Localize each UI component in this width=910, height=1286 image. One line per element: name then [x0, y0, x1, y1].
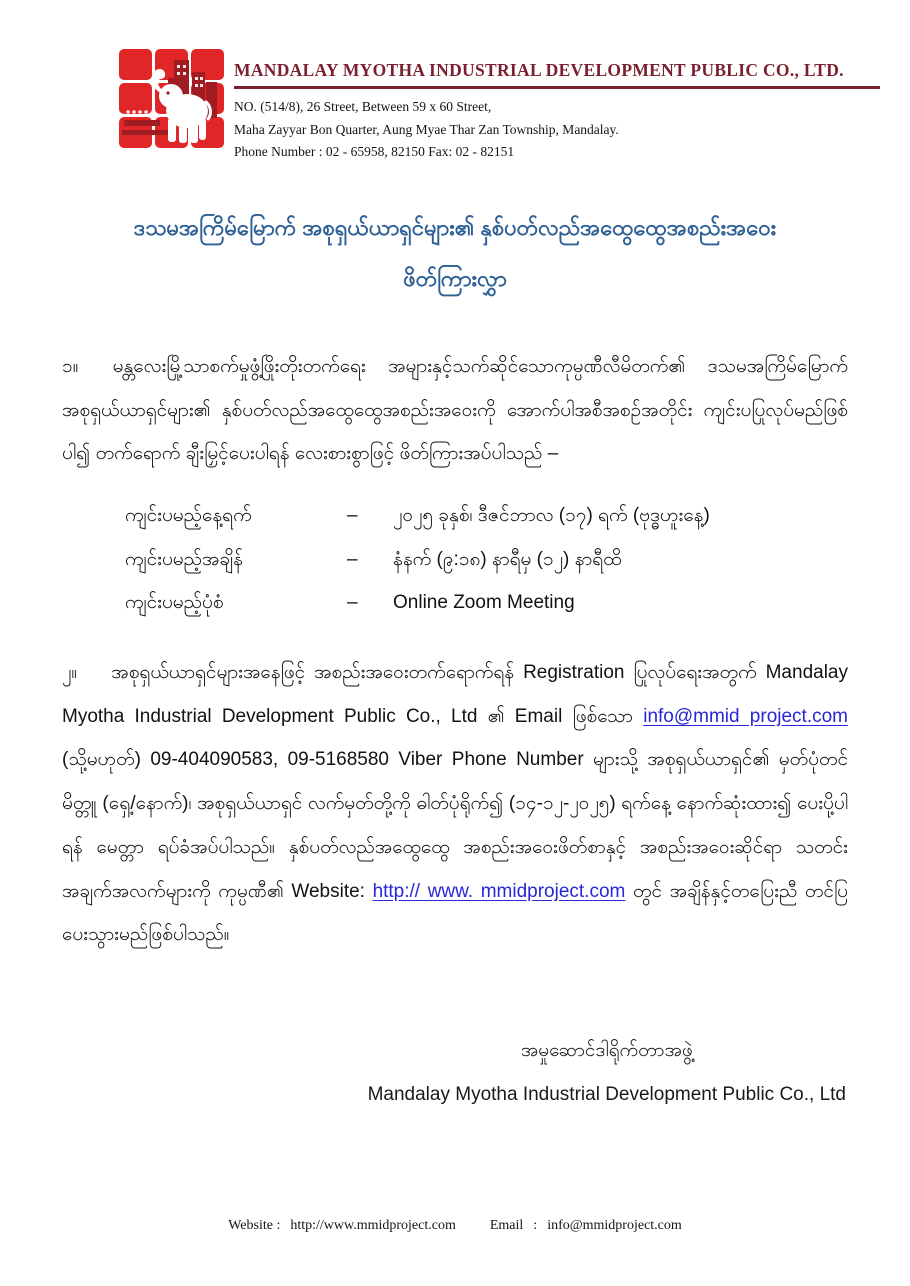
meeting-schedule — [125, 494, 848, 625]
address-line-3: Phone Number : 02 - 65958, 82150 Fax: 02 - 82151 — [234, 144, 515, 160]
footer-email-url: info@mmidproject.com — [547, 1218, 682, 1233]
paragraph-2-number: ၂။ — [62, 662, 78, 684]
footer-website-url: http://www.mmidproject.com — [290, 1218, 456, 1233]
letterhead — [0, 0, 910, 164]
email-link[interactable]: info@mmid project.com — [643, 705, 848, 727]
paragraph-1-text: မန္တလေးမြို့သာစက်မှုဖွံ့ဖြိုးတိုးတက်ရေး အများနှင့်သက်ဆိုင်သောကုမ္ပဏီလီမိတက်၏ ဒသမအကြိမ်မြောက် အစုရှယ်ယာရှင်များ၏ နှစ်ပတ်လည်အထွေထွေအစည်းအဝေးကို အောက်ပါအစီအစဉ်အတိုင်း ကျင်းပပြုလုပ်မည်ဖြစ်ပါ၍ တက်ရောက် ချီးမြှင့်ပေးပါရန် လေးစားစွာဖြင့် ဖိတ်ကြားအပ်ပါသည် – — [62, 355, 848, 465]
document-title — [0, 202, 910, 305]
schedule-format-value: Online Zoom Meeting — [393, 592, 575, 614]
signature-block — [0, 1029, 910, 1116]
paragraph-2-text-2: (သို့မဟုတ်) 09-404090583, 09-5168580 Viber Phone Number များသို့ အစုရှယ်ယာရှင်၏ မှတ်ပုံတင်မိတ္တူ (ရှေ့/နောက်)၊ အစုရှယ်ယာရှင် လက်မှတ်တို့ကို ဓါတ်ပုံရိုက်၍ (၁၄-၁၂-၂၀၂၅) ရက်နေ့ နောက်ဆုံးထား၍ ပေးပို့ပါရန် မေတ္တာ ရပ်ခံအပ်ပါသည်။ နှစ်ပတ်လည်အထွေထွေ အစည်းအဝေးဖိတ်စာနှင့် အစည်းအဝေးဆိုင်ရာ သတင်းအချက်အလက်များကို ကုမ္ပဏီ၏ Website: — [62, 749, 848, 902]
letter-body — [0, 345, 910, 957]
schedule-date-value: ၂၀၂၅ ခုနှစ်၊ ဒီဇင်ဘာလ (၁၇) ရက် (ဗုဒ္ဓဟူးနေ့) — [393, 505, 710, 527]
address-line-2: Maha Zayyar Bon Quarter, Aung Myae Thar Zan Township, Mandalay. — [234, 121, 619, 137]
paragraph-2 — [62, 651, 848, 957]
website-link[interactable]: http:// www. mmidproject.com — [372, 880, 626, 902]
schedule-row-format — [125, 581, 848, 625]
footer-website-label: Website : — [228, 1218, 281, 1233]
company-name: MANDALAY MYOTHA INDUSTRIAL DEVELOPMENT PUBLIC CO., LTD. — [234, 60, 844, 80]
signature-line-1: အမှုဆောင်ဒါရိုက်တာအဖွဲ့ — [520, 1039, 693, 1061]
company-logo — [118, 48, 226, 152]
schedule-time-label: ကျင်းပမည့်အချိန် — [125, 548, 243, 570]
schedule-time-value: နံနက် (၉:၁၈) နာရီမှ (၁၂) နာရီထိ — [393, 548, 622, 570]
title-line-1: ဒသမအကြိမ်မြောက် အစုရှယ်ယာရှင်များ၏ နှစ်ပတ်လည်အထွေထွေအစည်းအဝေး — [133, 214, 777, 240]
schedule-date-label: ကျင်းပမည့်နေ့ရက် — [125, 505, 252, 527]
schedule-separator: – — [347, 592, 358, 614]
footer-email-colon: : — [533, 1218, 538, 1233]
schedule-separator: – — [347, 505, 358, 527]
schedule-separator: – — [347, 548, 358, 570]
page-footer — [0, 1218, 910, 1234]
footer-email-label: Email — [489, 1218, 524, 1233]
paragraph-2-text-1: အစုရှယ်ယာရှင်များအနေဖြင့် အစည်းအဝေးတက်ရောက်ရန် Registration ပြုလုပ်ရေးအတွက် Mandalay Myotha Industrial Development Public Co., Ltd ၏ Email ဖြစ်သော — [62, 662, 848, 727]
header-divider — [234, 86, 880, 89]
paragraph-1 — [62, 345, 848, 476]
schedule-format-label: ကျင်းပမည့်ပုံစံ — [125, 592, 224, 614]
paragraph-1-number: ၁။ — [62, 355, 79, 377]
elephant-grid-icon — [118, 48, 226, 152]
schedule-row-date — [125, 494, 848, 538]
title-line-2: ဖိတ်ကြားလွှာ — [403, 266, 507, 292]
signature-line-2: Mandalay Myotha Industrial Development Public Co., Ltd — [367, 1083, 846, 1105]
schedule-row-time — [125, 538, 848, 582]
address-line-1: NO. (514/8), 26 Street, Between 59 x 60 Street, — [234, 99, 492, 114]
paragraph-2-text-3: တွင် အချိန်နှင့်တပြေးညီ တင်ပြပေးသွားမည်ဖြစ်ပါသည်။ — [62, 880, 848, 946]
